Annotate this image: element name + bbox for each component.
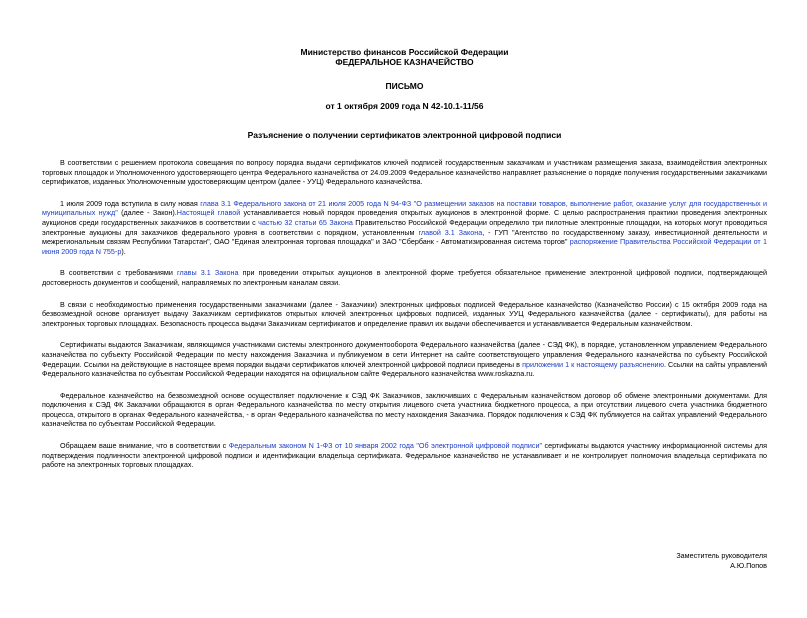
- paragraph-2: [42, 199, 767, 257]
- paragraph-5: [42, 340, 767, 378]
- paragraph-6: Федеральное казначейство на безвозмездной основе осуществляет подключение к СЭД ФК Заказчиков, заключивших с Федеральным казначейством договор об обмене электронными документами. Для подключения к СЭД ФК Заказчики обращаются в орган Федерального казначейства по месту открытия лицевого счета участника бюджетного процесса, а при отсутствии лицевого счета участника бюджетного процесса, открытого в органах Федерального казначейства, - в орган Федерального казначейства по месту нахождения Заказчика. Порядок подключения к СЭД ФК публикуется на сайтах управлений Федерального казначейства по субъектам Российской Федерации.: [42, 390, 767, 429]
- signature-name: А.Ю.Попов: [730, 560, 767, 570]
- document-body: [42, 158, 767, 470]
- signature-block: [676, 551, 767, 570]
- paragraph-3: [42, 268, 767, 287]
- paragraph-7: [42, 441, 767, 470]
- doc-title: Разъяснение о получении сертификатов электронной цифровой подписи: [247, 130, 562, 140]
- text: . Ссылки на сайты управлений Федерального казначейства по субъектам Российской Федерации находятся на официальном сайте Федерального казначейства www.roskazna.ru.: [42, 359, 767, 379]
- text: (далее - Закон).: [117, 208, 177, 218]
- link-chapter-3-1[interactable]: главой 3.1 Закона: [418, 227, 483, 237]
- ministry-name: Министерство финансов Российской Федерации: [300, 47, 509, 57]
- link-appendix-1[interactable]: приложении 1 к настоящему разъяснению: [522, 359, 664, 369]
- link-chapter-3-1-law[interactable]: глава 3.1 Федерального закона от 21 июля 2005 года N 94-ФЗ "О размещении заказов на поставки товаров, выполнение работ, оказание услуг для государственных и муниципальных нужд": [42, 198, 767, 218]
- signature-position: Заместитель руководителя: [676, 551, 767, 560]
- link-government-order[interactable]: распоряжение Правительства Российской Федерации от 1 июня 2009 года N 755-р: [42, 237, 767, 256]
- text: при проведении открытых аукционов в электронной форме требуется обязательное применение электронной цифровой подписи, подтверждающей достоверность документов и сообщений, направляемых по электронным каналам связи.: [42, 268, 768, 287]
- doc-date-number: от 1 октября 2009 года N 42-10.1-11/56: [325, 101, 484, 111]
- text: Правительство Российской Федерации определило три пилотные электронные площадки, на которых могут проводиться электронные аукционы для заказчиков федерального уровня в соответствии с порядком, установленным: [42, 217, 767, 237]
- paragraph-4: В связи с необходимостью применения государственными заказчиками (далее - Заказчики) электронных цифровых подписей Федеральное казначейство (Казначейство России) с 15 октября 2009 года на безвозмездной основе организует выдачу Заказчикам сертификатов открытых ключей электронных цифровых подписей, изданных УУЦ Федерального казначейства (далее - сертификаты), для работы на электронных торговых площадках. Безопасность процесса выдачи Заказчикам сертификатов и определение правил их выдачи обеспечивается и устанавливается Федеральным казначейством.: [42, 299, 767, 328]
- link-this-chapter[interactable]: Настоящей главой: [176, 208, 241, 218]
- text: устанавливается новый порядок проведения открытых аукционов в электронной форме. С целью распространения практики проведения электронных аукционов среди государственных заказчиков в соответствии с: [42, 208, 767, 227]
- link-part-32-article-65[interactable]: частью 32 статьи 65 Закона: [258, 217, 353, 227]
- link-chapter-3-1-law-2[interactable]: главы 3.1 Закона: [177, 268, 239, 278]
- text: Сертификаты выдаются Заказчикам, являющимся участниками системы электронного документооборота Федерального казначейства (далее - СЭД ФК), в порядке, установленном управлением Федерального казначейства по субъекту Российской Федерации по месту нахождения Заказчика и публикуемом в сети Интернет на сайте соответствующего управления Федерального казначейства по субъекту Российской Федерации. Ссылки на действующие в настоящее время порядки выдачи сертификатов ключей электронной цифровой подписи приведены в: [42, 340, 767, 369]
- text: , - ГУП "Агентство по государственному заказу, инвестиционной деятельности и межрегиональным связям Республики Татарстан", ОАО "Единая электронная торговая площадка" и ЗАО "Сбербанк - Автоматизированная система торгов": [42, 227, 767, 247]
- document-page: [0, 47, 807, 618]
- text: 1 июля 2009 года вступила в силу новая: [60, 198, 201, 208]
- link-federal-law-1fz[interactable]: Федеральным законом N 1-ФЗ от 10 января 2002 года "Об электронной цифровой подписи": [228, 441, 543, 451]
- paragraph-1: В соответствии с решением протокола совещания по вопросу порядка выдачи сертификатов ключей подписей государственным заказчикам и участникам размещения заказа, взаимодействия электронных торговых площадок и Уполномоченного удостоверяющего центра Федерального казначейства от 24.09.2009 Федеральное казначейство направляет разъяснение о порядке получения государственными заказчиками сертификатов, изданных Уполномоченным удостоверяющим центром (далее - УУЦ) Федерального казначейства.: [42, 158, 767, 187]
- text: сертификаты выдаются участнику информационной системы для подтверждения подлинности электронной цифровой подписи и идентификации владельца сертификата. Федеральное казначейство не устанавливает и не контролирует полномочия владельца сертификата по работе на электронных торговых площадках.: [42, 441, 767, 470]
- text: В соответствии с требованиями: [60, 268, 178, 278]
- text: Обращаем ваше внимание, что в соответствии с: [60, 441, 229, 451]
- doc-type: ПИСЬМО: [385, 81, 424, 91]
- text: ).: [121, 246, 126, 256]
- agency-name: ФЕДЕРАЛЬНОЕ КАЗНАЧЕЙСТВО: [335, 57, 474, 67]
